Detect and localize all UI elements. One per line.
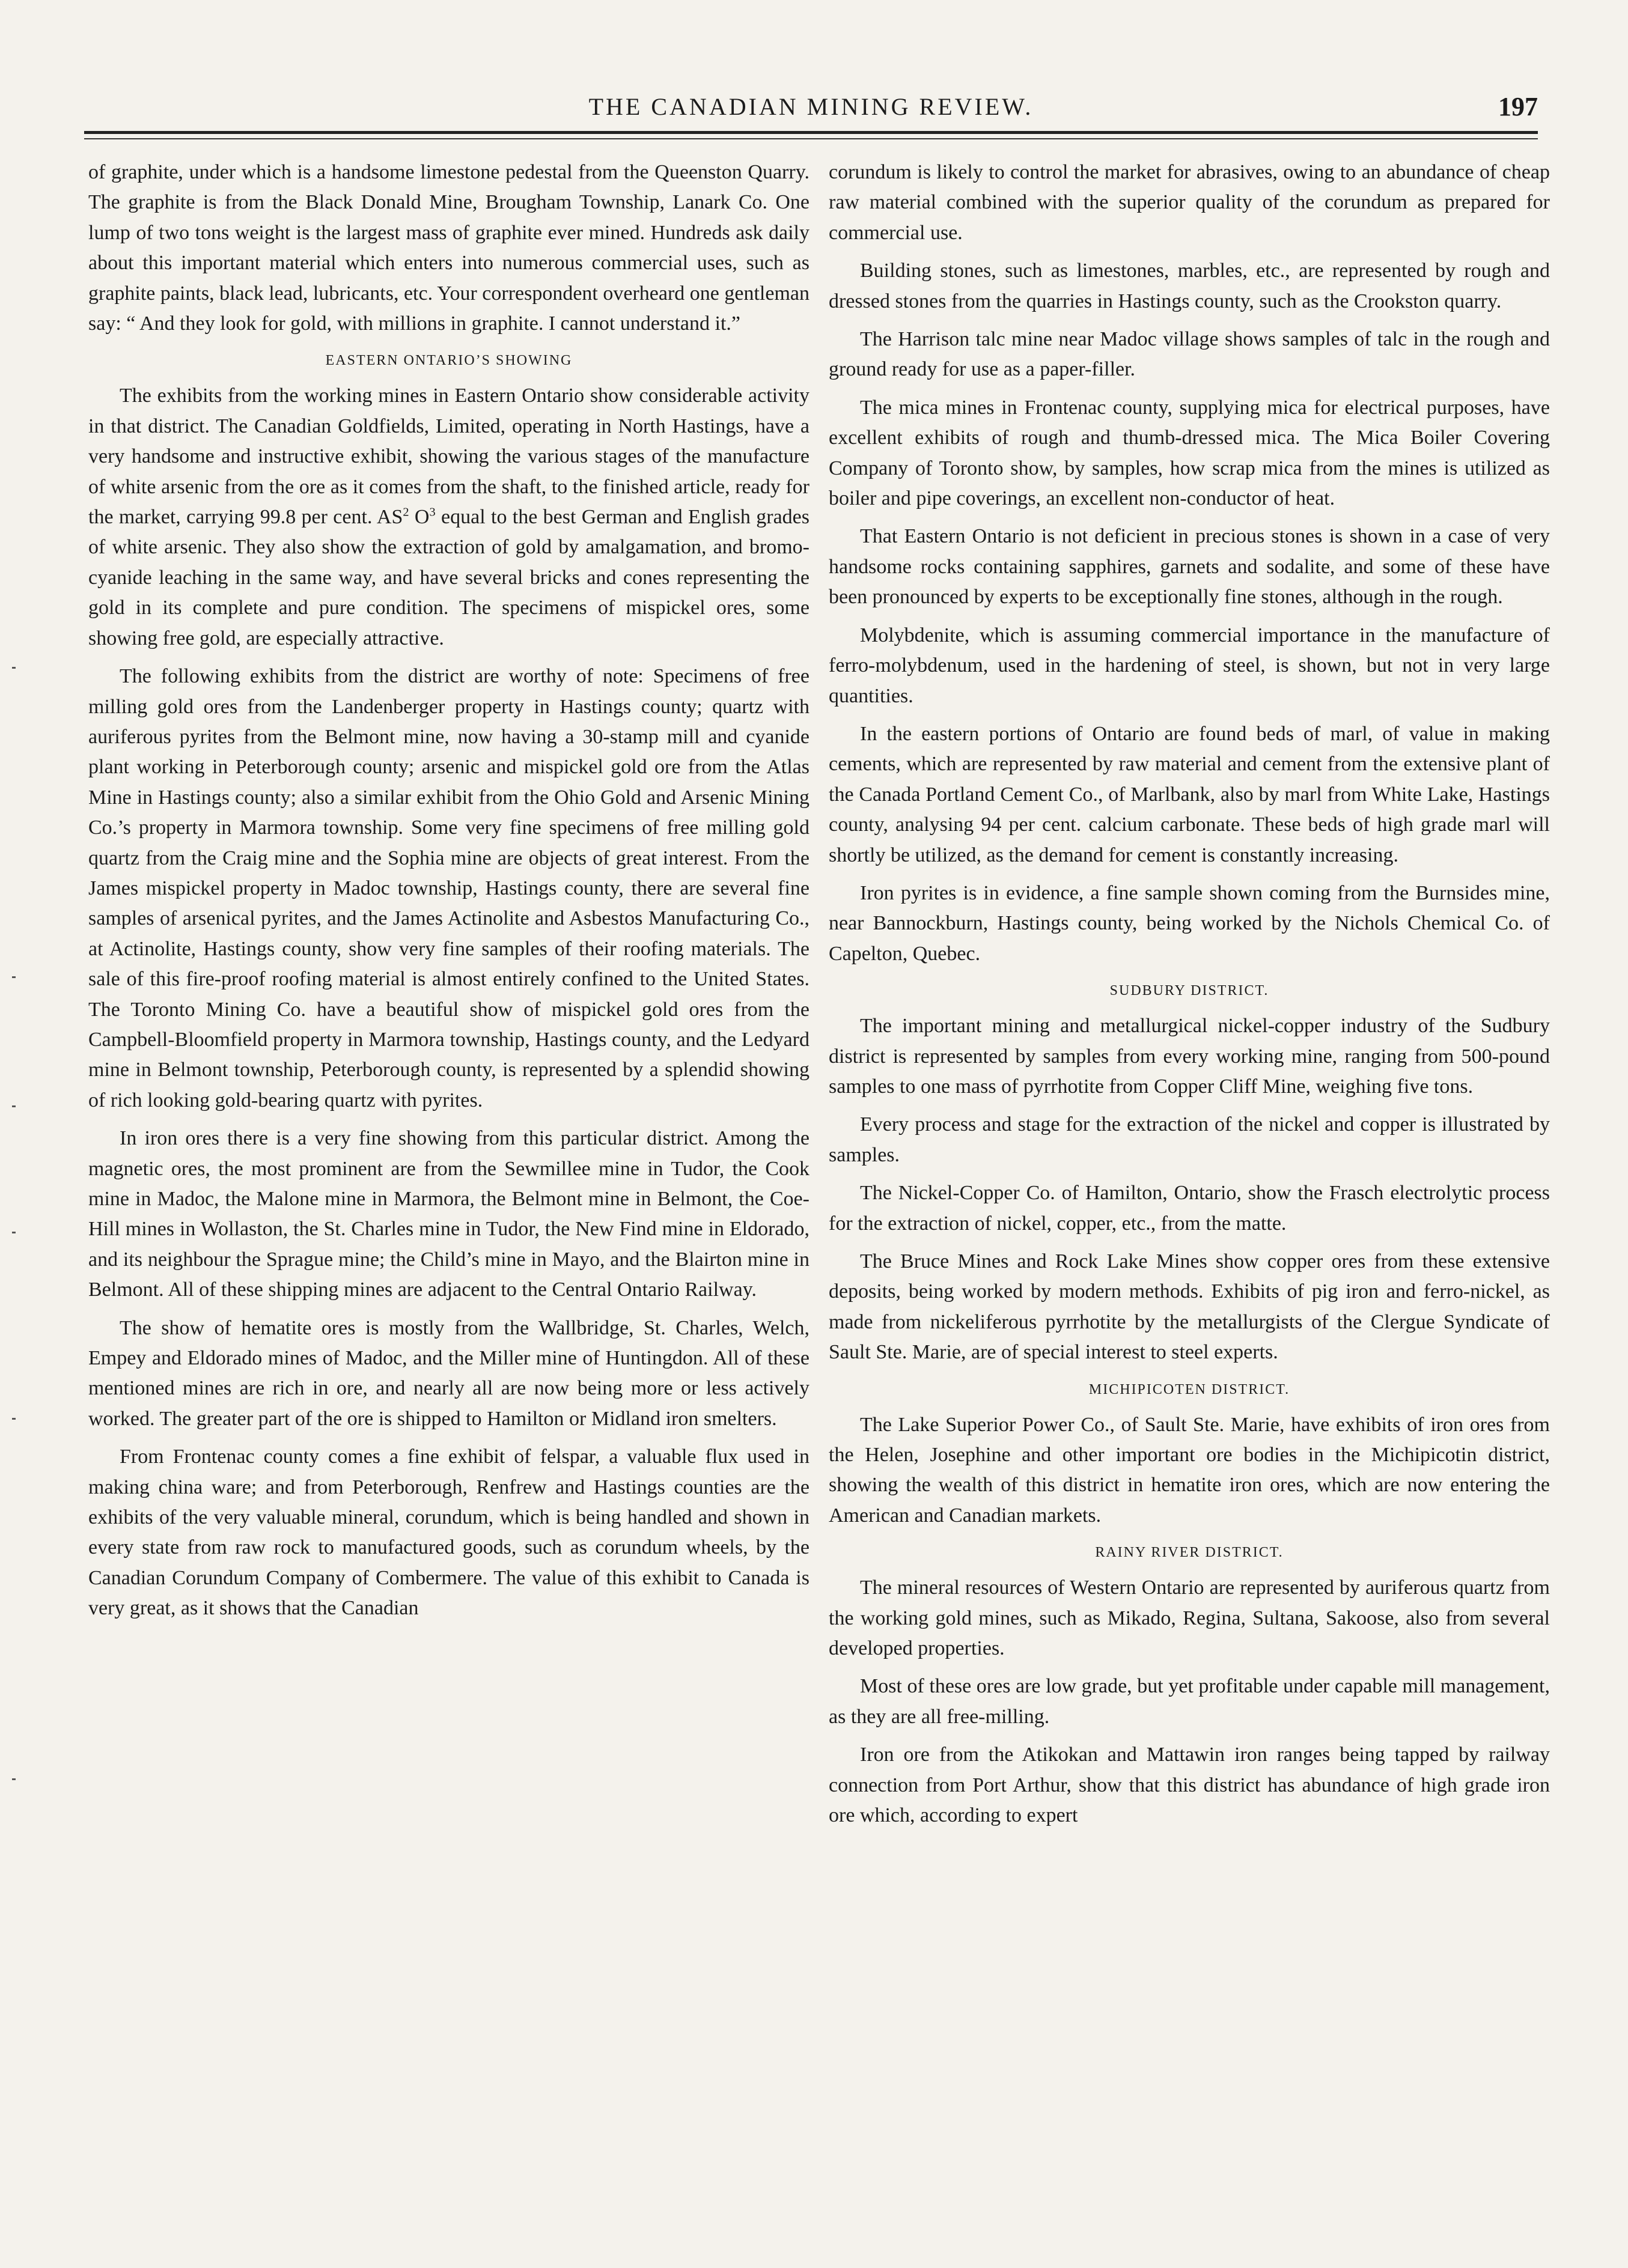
journal-title: THE CANADIAN MINING REVIEW. <box>588 93 1034 120</box>
paragraph: Iron ore from the Atikokan and Mattawin iron ranges being tapped by railway connection from Port Arthur, show that this district has abundance of high grade iron ore which, according to expert <box>829 1744 1550 1827</box>
margin-mark <box>12 1778 16 1780</box>
section-heading: EASTERN ONTARIO’S SHOWING <box>325 353 573 369</box>
paragraph: The Bruce Mines and Rock Lake Mines show copper ores from these extensive deposits, being worked by modern methods. Exhibits of pig iron and ferro-nickel, as made from nickeliferous pyrrhotite by the metallurgists of the Clergue Syndicate of Sault Ste. Marie, are of special interest to steel experts. <box>829 1250 1550 1364</box>
paragraph <box>88 381 809 654</box>
paragraph: The mica mines in Frontenac county, supplying mica for electrical purposes, have excellent exhibits of rough and thumb-dressed mica. The Mica Boiler Covering Company of Toronto show, by samples, how scrap mica from the mines is utilized as boiler and pipe coverings, an excellent non-conductor of heat. <box>829 396 1550 510</box>
paragraph: The Harrison talc mine near Madoc village shows samples of talc in the rough and ground ready for use as a paper-filler. <box>829 328 1550 381</box>
paragraph: That Eastern Ontario is not deficient in precious stones is shown in a case of very handsome rocks containing sapphires, garnets and sodalite, and some of these have been pronounced by experts to be exceptionally fine stones, although in the rough. <box>829 525 1550 609</box>
paragraph: Most of these ores are low grade, but yet profitable under capable mill management, as they are all free-milling. <box>829 1675 1550 1728</box>
paragraph: The show of hematite ores is mostly from the Wallbridge, St. Charles, Welch, Empey and Eldorado mines of Madoc, and the Miller mine of Huntingdon. All of these mentioned mines are rich in ore, and nearly all are now being more or less actively worked. The greater part of the ore is shipped to Hamilton or Midland iron smelters. <box>88 1316 809 1430</box>
page-number: 197 <box>1498 92 1538 121</box>
left-column <box>88 157 809 1632</box>
paragraph: The mineral resources of Western Ontario are represented by auriferous quartz from the working gold mines, such as Mikado, Regina, Sultana, Sakoose, also from several developed properties. <box>829 1576 1550 1660</box>
section-heading: RAINY RIVER DISTRICT. <box>1095 1545 1284 1561</box>
paragraph: In the eastern portions of Ontario are found beds of marl, of value in making cements, which are represented by raw material and cement from the extensive plant of the Canada Portland Cement Co., of Marlbank, also by marl from White Lake, Hastings county, analysing 94 per cent. calcium carbonate. These beds of high grade marl will shortly be utilized, as the demand for cement is constantly increasing. <box>829 722 1550 866</box>
margin-mark <box>12 1105 16 1107</box>
paragraph: Every process and stage for the extraction of the nickel and copper is illustrated by samples. <box>829 1113 1550 1166</box>
paragraph: The Nickel-Copper Co. of Hamilton, Ontario, show the Frasch electrolytic process for the extraction of nickel, copper, etc., from the matte. <box>829 1182 1550 1235</box>
paragraph: In iron ores there is a very fine showing from this particular district. Among the magnetic ores, the most prominent are from the Sewmillee mine in Tudor, the Cook mine in Madoc, the Malone mine in Marmora, the Belmont mine in Belmont, the Coe-Hill mines in Wollaston, the St. Charles mine in Tudor, the New Find mine in Eldorado, and its neighbour the Sprague mine; the Child’s mine in Mayo, and the Blairton mine in Belmont. All of these shipping mines are adjacent to the Central Ontario Railway. <box>88 1127 809 1301</box>
paragraph: Molybdenite, which is assuming commercial importance in the manufacture of ferro-molybdenum, used in the hardening of steel, is shown, but not in very large quantities. <box>829 624 1550 707</box>
paragraph: The following exhibits from the district are worthy of note: Specimens of free milling gold ores from the Landenberger property in Hastings county; quartz with auriferous pyrites from the Belmont mine, now having a 30-stamp mill and cyanide plant working in Peterborough county; arsenic and mispickel gold ore from the Atlas Mine in Hastings county; also a similar exhibit from the Ohio Gold and Arsenic Mining Co.’s property in Marmora township. Some very fine specimens of free milling gold quartz from the Craig mine and the Sophia mine are objects of great interest. From the James mispickel property in Madoc township, Hastings county, there are several fine samples of arsenical pyrites, and the James Actinolite and Asbestos Manufacturing Co., at Actinolite, Hastings county, show very fine samples of their roofing materials. The sale of this fire-proof roofing material is almost entirely confined to the United States. The Toronto Mining Co. have a beautiful show of mispickel gold ores from the Campbell-Bloomfield property in Marmora township, Hastings county, and the Ledyard mine in Belmont township, Peterborough county, is represented by a splendid showing of rich looking gold-bearing quartz with pyrites. <box>88 665 809 1111</box>
right-column <box>829 157 1550 1839</box>
paragraph-text: O <box>409 506 430 529</box>
margin-mark <box>12 1418 16 1420</box>
paragraph: The Lake Superior Power Co., of Sault Ste. Marie, have exhibits of iron ores from the Helen, Josephine and other important ore bodies in the Michipicotin district, showing the wealth of this district in hematite iron ores, which are now entering the American and Canadian markets. <box>829 1413 1550 1527</box>
paragraph: of graphite, under which is a handsome limestone pedestal from the Queenston Quarry. The graphite is from the Black Donald Mine, Brougham Township, Lanark Co. One lump of two tons weight is the largest mass of graphite ever mined. Hundreds ask daily about this important material which enters into numerous commercial uses, such as graphite paints, black lead, lubricants, etc. Your correspondent overheard one gentleman say: “ And they look for gold, with millions in graphite. I cannot understand it.” <box>88 161 809 335</box>
paragraph: From Frontenac county comes a fine exhibit of felspar, a valuable flux used in making china ware; and from Peterborough, Renfrew and Hastings counties are the exhibits of the very valuable mineral, corundum, which is being handled and shown in every state from raw rock to manufactured goods, such as corundum wheels, by the Canadian Corundum Company of Combermere. The value of this exhibit to Canada is very great, as it shows that the Canadian <box>88 1446 809 1620</box>
section-heading: MICHIPICOTEN DISTRICT. <box>1088 1381 1290 1397</box>
paragraph-text: equal to the best German and English grades of white arsenic. They also show the extraction of gold by amalgamation, and bromo-cyanide leaching in the same way, and have several bricks and cones representing the gold in its complete and pure condition. The specimens of mispickel ores, some showing free gold, are especially attractive. <box>88 506 809 649</box>
running-head <box>84 89 1538 125</box>
paragraph: Building stones, such as limestones, marbles, etc., are represented by rough and dressed stones from the quarries in Hastings county, such as the Crookston quarry. <box>829 260 1550 312</box>
paragraph: Iron pyrites is in evidence, a fine sample shown coming from the Burnsides mine, near Bannockburn, Hastings county, being worked by the Nichols Chemical Co. of Capelton, Quebec. <box>829 881 1550 965</box>
margin-mark <box>12 667 16 669</box>
superscript: 2 <box>403 505 409 519</box>
header-rule-thick <box>84 131 1538 134</box>
superscript: 3 <box>429 505 436 519</box>
paragraph: The important mining and metallurgical nickel-copper industry of the Sudbury district is represented by samples from every working mine, ranging from 500-pound samples to one mass of pyrrhotite from Copper Cliff Mine, weighing five tons. <box>829 1015 1550 1098</box>
margin-mark <box>12 1232 16 1233</box>
margin-mark <box>12 976 16 978</box>
paragraph: corundum is likely to control the market for abrasives, owing to an abundance of cheap raw material combined with the superior quality of the corundum as prepared for commercial use. <box>829 161 1550 244</box>
paragraph-text: The exhibits from the working mines in Eastern Ontario show considerable activity in that district. The Canadian Goldfields, Limited, operating in North Hastings, have a very handsome and instructive exhibit, showing the various stages of the manufacture of white arsenic from the ore as it comes from the shaft, to the finished article, ready for the market, carrying 99.8 per cent. AS <box>88 385 809 529</box>
header-rule-thin <box>84 138 1538 139</box>
section-heading: SUDBURY DISTRICT. <box>1109 983 1269 999</box>
